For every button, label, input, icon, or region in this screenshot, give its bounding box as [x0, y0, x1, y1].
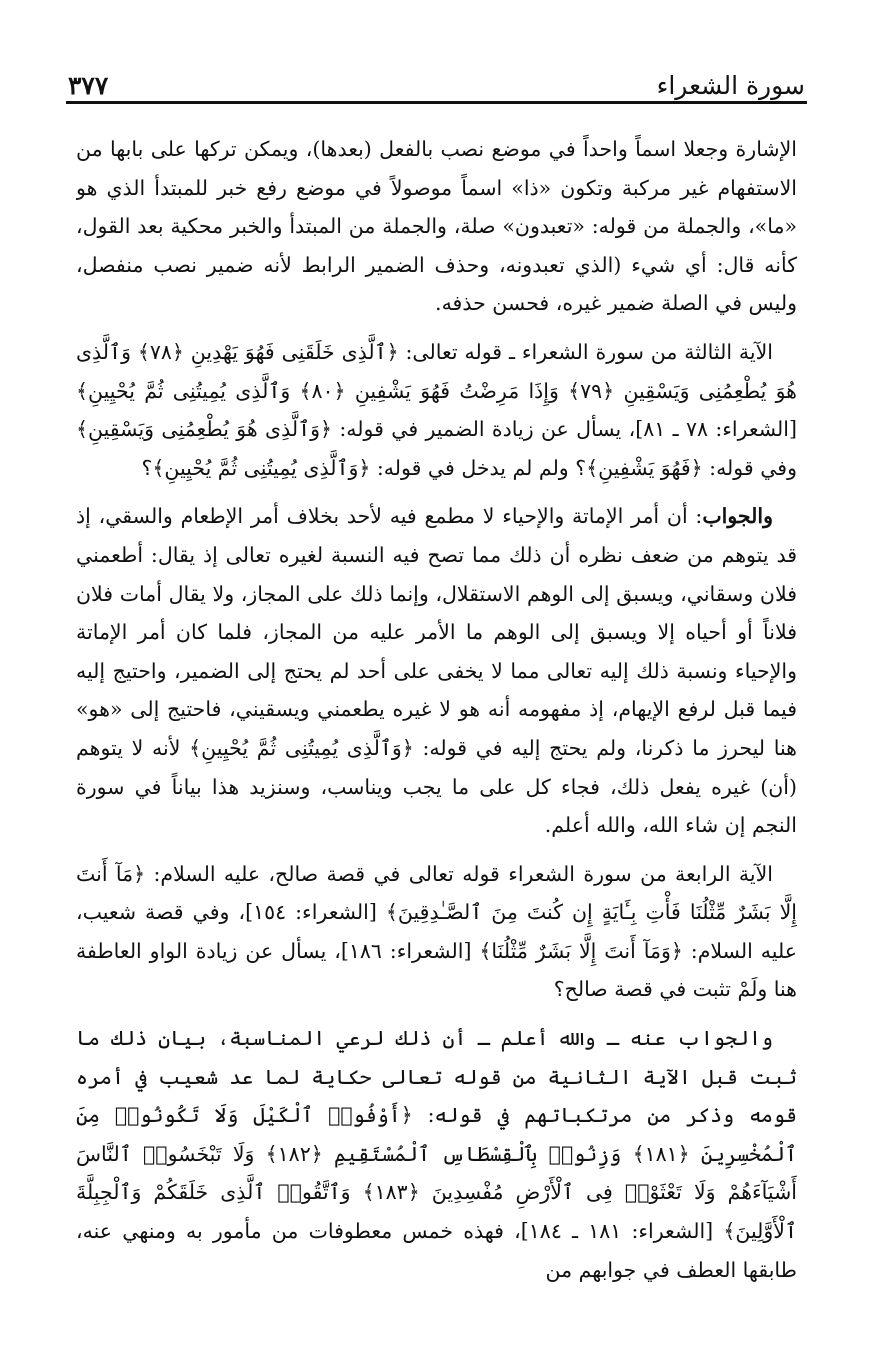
header-rule [66, 101, 807, 104]
paragraph-3-text: : أن أمر الإماتة والإحياء لا مطمع فيه لأحد بخلاف أمر الإطعام والسقي، إذ قد يتوهم من ضعف نظره أن ذلك مما تصح فيه النسبة لغيره تعالى إذ يقال: أطعمني فلان وسقاني، ويسبق إلى الوهم الاستقلال، وإنما ذلك على المجاز، ولا يقال أمات فلان فلاناً أو أحياه إلا ويسبق إلى الوهم ما الأمر عليه من المجاز، فلما كان أمر الإماتة والإحياء ونسبة ذلك إليه تعالى مما لا يخفى على أحد لم يحتج إلى الضمير، واحتيج إليه فيما قبل لرفع الإيهام، إذ مفهومه أنه هو لا غيره يطعمني ويسقيني، فاحتيج إلى «هو» هنا ليحرز ما ذكرنا، ولم يحتج إليه في قوله: ﴿وَٱلَّذِى يُمِيتُنِى ثُمَّ يُحْيِينِ﴾ لأنه لا يتوهم (أن) غيره يفعل ذلك، فجاء كل على ما يجب ويناسب، وسنزيد هذا بياناً في سورة النجم إن شاء الله، والله أعلم. [76, 504, 797, 838]
paragraph-2-text: الآية الثالثة من سورة الشعراء ـ قوله تعالى: ﴿ٱلَّذِى خَلَقَنِى فَهُوَ يَهْدِينِ ﴿٧٨﴾ وَٱلَّذِى هُوَ يُطْعِمُنِى وَيَسْقِينِ ﴿٧٩﴾ وَإِذَا مَرِضْتُ فَهُوَ يَشْفِينِ ﴿٨٠﴾ وَٱلَّذِى يُمِيتُنِى ثُمَّ يُحْيِينِ﴾ [الشعراء: ٧٨ ـ ٨١]، يسأل عن زيادة الضمير في قوله: ﴿وَٱلَّذِى هُوَ يُطْعِمُنِى وَيَسْقِينِ﴾ وفي قوله: ﴿فَهُوَ يَشْفِينِ﴾؟ ولم لم يدخل في قوله: ﴿وَٱلَّذِى يُمِيتُنِى ثُمَّ يُحْيِينِ﴾؟ [76, 339, 797, 480]
page-number: ٣٧٧ [68, 71, 109, 100]
paragraph-5-text: والجواب عنه ـ والله أعلم ـ أن ذلك لرعي المناسبة، بيان ذلك ما ثبت قبل الآية الثانية من قوله تعالى حكاية لما عد شعيب في أمره قومه وذكر من مرتكباتهم في قوله: ﴿أَوْفُوا۟ ٱلْكَيْلَ وَلَا تَكُونُوا۟ مِنَ ٱلْمُخْسِرِينَ ﴿١٨١﴾ وَزِنُوا۟ بِٱلْقِسْطَاسِ ٱلْمُسْتَقِيمِ ﴿١٨٢﴾ وَلَا تَبْخَسُوا۟ ٱلنَّاسَ أَشْيَآءَهُمْ وَلَا تَعْثَوْا۟ فِى ٱلْأَرْضِ مُفْسِدِينَ ﴿١٨٣﴾ وَٱتَّقُوا۟ ٱلَّذِى خَلَقَكُمْ وَٱلْجِبِلَّةَ ٱلْأَوَّلِينَ﴾ [الشعراء: ١٨١ ـ ١٨٤]، فهذه خمس معطوفات من مأمور به ومنهي عنه، طابقها العطف في جوابهم من [76, 1026, 797, 1282]
paragraph-4 [76, 855, 797, 1009]
paragraph-2 [76, 333, 797, 487]
paragraph-4-text: الآية الرابعة من سورة الشعراء قوله تعالى في قصة صالح، عليه السلام: ﴿مَآ أَنتَ إِلَّا بَشَرٌ مِّثْلُنَا فَأْتِ بِـَٔايَةٍ إِن كُنتَ مِنَ ٱلصَّـٰدِقِينَ﴾ [الشعراء: ١٥٤]، وفي قصة شعيب، عليه السلام: ﴿وَمَآ أَنتَ إِلَّا بَشَرٌ مِّثْلُنَا﴾ [الشعراء: ١٨٦]، يسأل عن زيادة الواو العاطفة هنا ولَمْ تثبت في قصة صالح؟ [76, 861, 797, 1002]
answer-lead: والجواب [702, 504, 773, 529]
paragraph-1 [76, 130, 797, 323]
paragraph-1-text: الإشارة وجعلا اسماً واحداً في موضع نصب بالفعل (بعدها)، ويمكن تركها على بابها من الاستفهام غير مركبة وتكون «ذا» اسماً موصولاً في موضع رفع خبر للمبتدأ الذي هو «ما»، والجملة من قوله: «تعبدون» صلة، والجملة من المبتدأ والخبر محكية بعد القول، كأنه قال: أي شيء (الذي تعبدونه، وحذف الضمير الرابط لأنه ضمير نصب منفصل، وليس في الصلة ضمير غيره، فحسن حذفه. [76, 137, 797, 316]
paragraph-5 [76, 1019, 797, 1289]
paragraph-3 [76, 497, 797, 844]
page-body [76, 130, 797, 1334]
page-header [68, 52, 805, 98]
surah-title: سورة الشعراء [656, 71, 805, 100]
